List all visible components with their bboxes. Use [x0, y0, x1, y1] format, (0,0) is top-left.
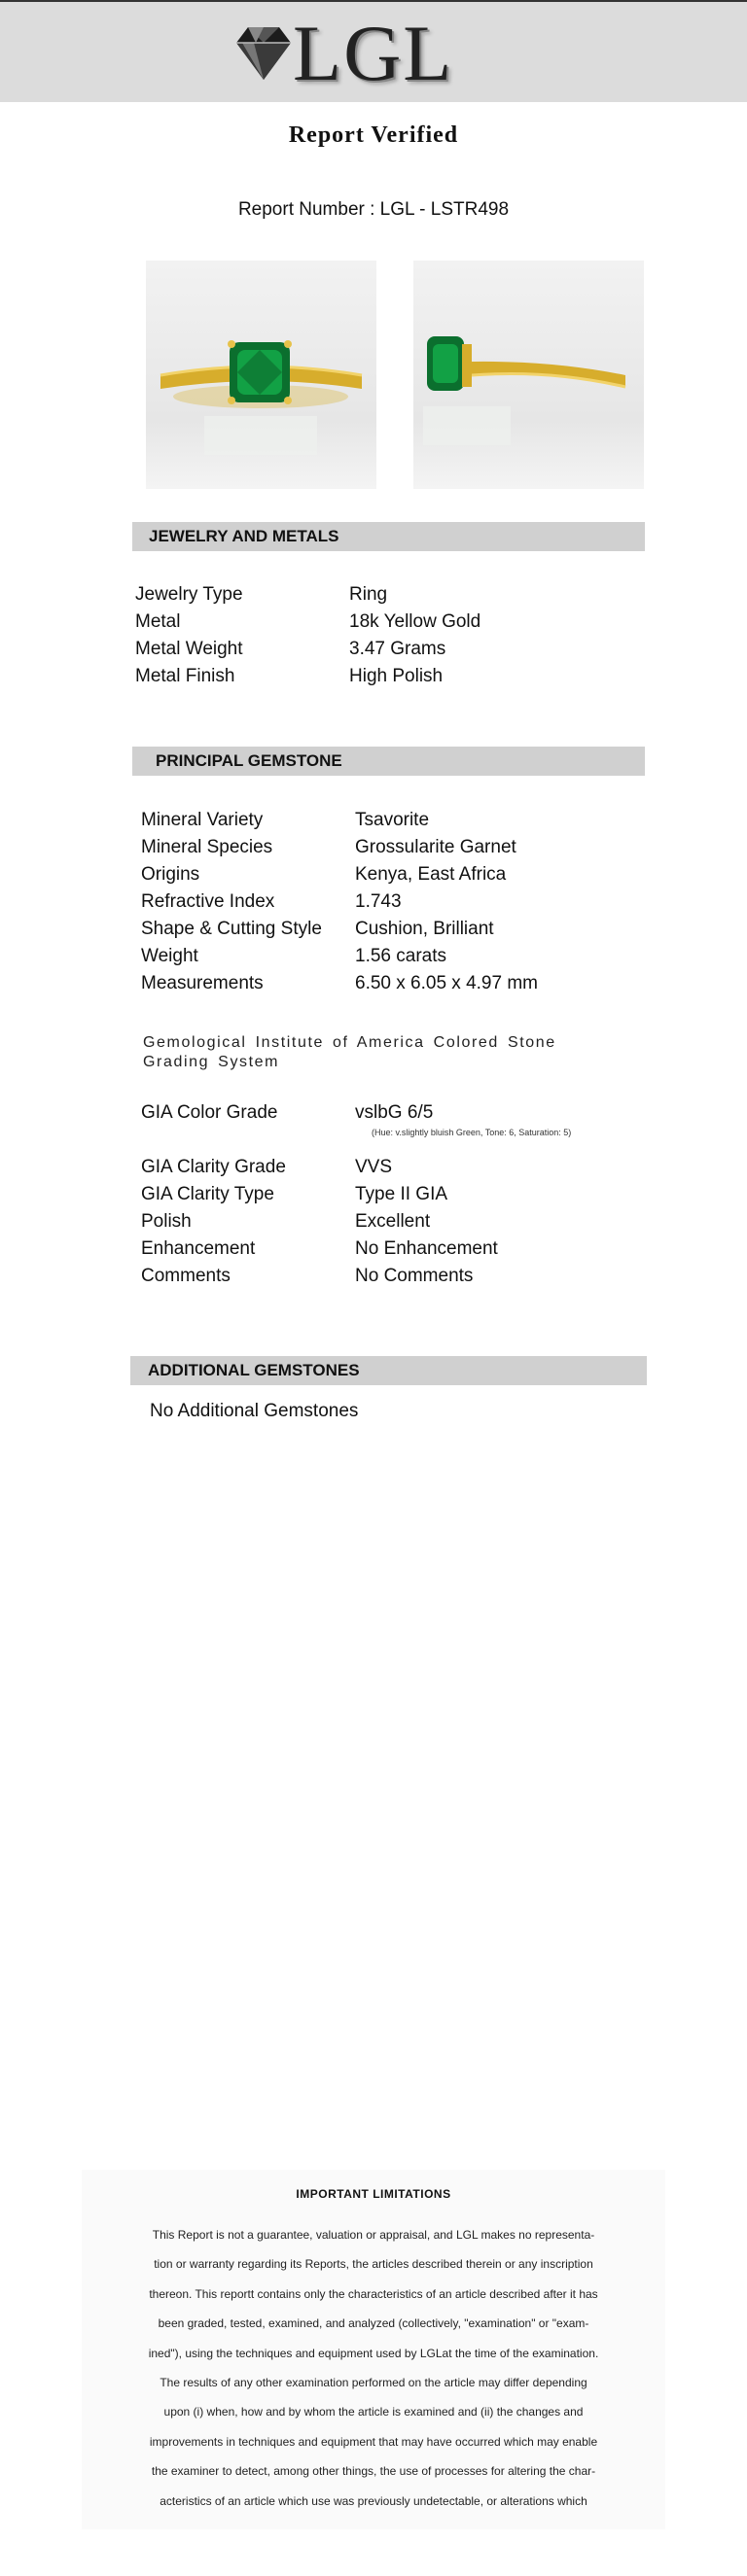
limitations-line: tion or warranty regarding its Reports, the articles described therein or any inscription	[154, 2257, 593, 2272]
lgl-logo	[229, 9, 454, 97]
detail-label: Metal	[135, 611, 181, 632]
detail-label: Shape & Cutting Style	[141, 919, 322, 939]
header-banner	[0, 0, 747, 102]
detail-value: vslbG 6/5	[355, 1102, 434, 1123]
detail-value: Grossularite Garnet	[355, 837, 516, 857]
detail-label: Mineral Variety	[141, 810, 264, 830]
detail-value: 6.50 x 6.05 x 4.97 mm	[355, 973, 538, 993]
additional-gemstones-text: No Additional Gemstones	[150, 1401, 359, 1421]
additional-details	[150, 1398, 358, 1425]
limitations-line: ined"), using the techniques and equipment used by LGLat the time of the examination.	[148, 2346, 599, 2360]
detail-value: High Polish	[349, 666, 444, 686]
detail-label: Origins	[141, 864, 200, 885]
section-heading-additional: ADDITIONAL GEMSTONES	[130, 1356, 647, 1385]
limitations-line: been graded, tested, examined, and analyzed (collectively, "examination" or "exam-	[158, 2316, 589, 2331]
limitations-line: acteristics of an article which use was previously undetectable, or alterations which	[160, 2493, 587, 2508]
report-number: Report Number : LGL - LSTR498	[237, 199, 510, 220]
detail-value: Excellent	[355, 1211, 431, 1232]
detail-label: Weight	[141, 946, 198, 966]
limitations-line: The results of any other examination performed on the article may differ depending	[160, 2376, 587, 2390]
detail-label: Comments	[141, 1266, 231, 1286]
page-title: Report Verified	[288, 122, 459, 148]
ring-photo-side	[413, 261, 644, 489]
ring-photo-front	[146, 261, 376, 489]
detail-label: Refractive Index	[141, 891, 275, 912]
detail-label: GIA Clarity Grade	[141, 1157, 286, 1177]
detail-value: No Enhancement	[355, 1238, 498, 1259]
limitations-title: IMPORTANT LIMITATIONS	[296, 2187, 451, 2201]
logo-text: LGL	[293, 9, 454, 97]
detail-label: GIA Color Grade	[141, 1102, 278, 1123]
limitations-line: the examiner to detect, among other things, the use of processes for altering the char-	[151, 2464, 596, 2479]
detail-value: Ring	[349, 584, 388, 605]
hue-note: (Hue: v.slightly bluish Green, Tone: 6, Saturation: 5)	[372, 1128, 572, 1137]
limitations-line: thereon. This reportt contains only the characteristics of an article described after it has	[149, 2286, 598, 2301]
section-heading-jewelry: JEWELRY AND METALS	[132, 522, 645, 551]
detail-value: Kenya, East Africa	[355, 864, 507, 885]
limitations-line: This Report is not a guarantee, valuation or appraisal, and LGL makes no representa-	[152, 2228, 595, 2242]
detail-value: 18k Yellow Gold	[349, 611, 481, 632]
detail-label: Enhancement	[141, 1238, 256, 1259]
ring-side-image	[413, 261, 644, 489]
limitations-line: improvements in techniques and equipment that may have occurred which may enable	[149, 2434, 598, 2449]
detail-value: Cushion, Brilliant	[355, 919, 494, 939]
detail-value: 1.56 carats	[355, 946, 446, 966]
limitations-text	[105, 2220, 642, 2516]
detail-value: No Comments	[355, 1266, 474, 1286]
detail-label: Jewelry Type	[135, 584, 243, 605]
detail-label: Metal Finish	[135, 666, 235, 686]
detail-value: Type II GIA	[355, 1184, 448, 1204]
section-heading-principal: PRINCIPAL GEMSTONE	[132, 747, 645, 776]
detail-label: Mineral Species	[141, 837, 273, 857]
detail-label: Measurements	[141, 973, 264, 993]
gia-grading-heading: Gemological Institute of America Colored Stone Grading System	[143, 1034, 556, 1070]
ring-front-image	[146, 261, 376, 489]
diamond-icon	[229, 21, 299, 86]
detail-value: 3.47 Grams	[349, 639, 446, 659]
detail-value: Tsavorite	[355, 810, 430, 830]
detail-value: VVS	[355, 1157, 393, 1177]
detail-value: 1.743	[355, 891, 402, 912]
detail-label: GIA Clarity Type	[141, 1184, 274, 1204]
detail-label: Metal Weight	[135, 639, 243, 659]
detail-label: Polish	[141, 1211, 192, 1232]
limitations-line: upon (i) when, how and by whom the article is examined and (ii) the changes and	[163, 2405, 584, 2419]
